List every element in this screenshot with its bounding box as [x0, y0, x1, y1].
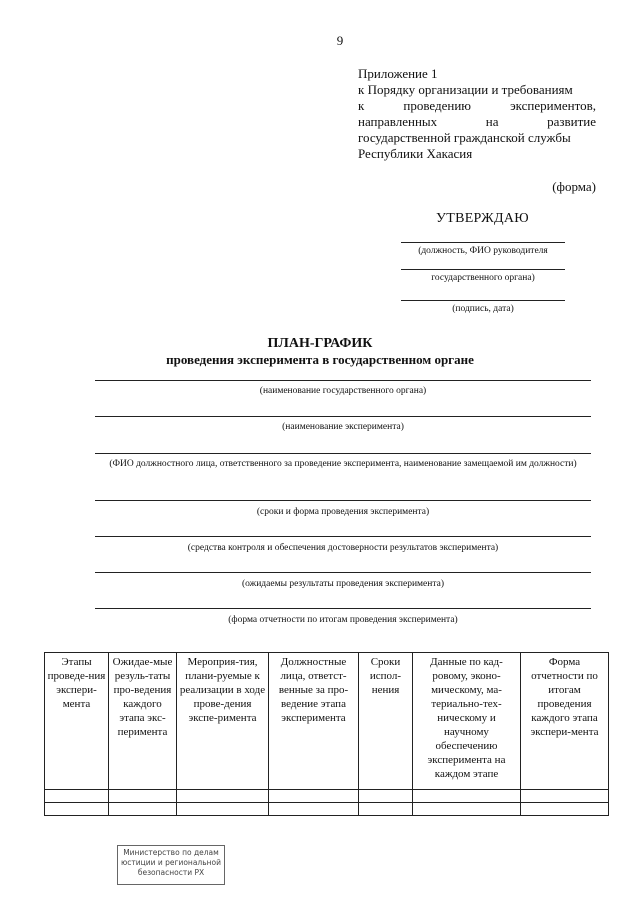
signature-line	[401, 300, 565, 301]
form-field-line[interactable]	[95, 536, 591, 537]
annex-line: к Порядку организации и требованиям	[358, 82, 573, 97]
annex-word: на	[485, 114, 499, 129]
table-row	[45, 803, 609, 816]
table-cell[interactable]	[269, 803, 359, 816]
approval-caption: государственного органа)	[431, 273, 535, 283]
form-field-caption: (сроки и форма проведения эксперимента)	[256, 507, 430, 517]
form-label: (форма)	[552, 179, 596, 194]
column-header-reporting-form: Форма отчетности по итогам проведения каждого этапа экспери-мента	[521, 653, 609, 790]
table-cell[interactable]	[413, 790, 521, 803]
table-cell[interactable]	[359, 790, 413, 803]
column-header-support-data: Данные по кад-ровому, эконо-мическому, ма-териально-тех-ническому и научному обеспечению эксперимента на каждом этапе	[413, 653, 521, 790]
table-cell[interactable]	[269, 790, 359, 803]
signature-line	[401, 269, 565, 270]
annex-word: к	[358, 98, 365, 113]
annex-word: развитие	[547, 114, 596, 129]
form-field-caption: (форма отчетности по итогам проведения эксперимента)	[228, 615, 458, 625]
annex-word: направленных	[358, 114, 438, 129]
form-field-line[interactable]	[95, 416, 591, 417]
annex-line: государственной гражданской службы	[358, 130, 571, 145]
column-header-activities: Мероприя-тия, плани-руемые к реализации в ходе прове-дения экспе-римента	[177, 653, 269, 790]
annex-line	[358, 114, 596, 130]
stamp-line: Министерство по делам	[123, 848, 219, 857]
form-field-caption: (наименование эксперимента)	[282, 422, 404, 432]
form-field-line[interactable]	[95, 380, 591, 381]
column-header-deadlines: Сроки испол-нения	[359, 653, 413, 790]
approval-caption: (должность, ФИО руководителя	[418, 246, 548, 256]
table-cell[interactable]	[359, 803, 413, 816]
annex-title: Приложение 1	[358, 66, 438, 81]
table-cell[interactable]	[521, 803, 609, 816]
table-header-row	[45, 653, 609, 790]
page-subtitle: проведения эксперимента в государственном органе	[166, 352, 474, 367]
table-cell[interactable]	[45, 803, 109, 816]
table-cell[interactable]	[521, 790, 609, 803]
form-field-caption: (ожидаемы результаты проведения эксперимента)	[241, 579, 445, 589]
plan-schedule-table	[44, 652, 609, 816]
table-cell[interactable]	[109, 803, 177, 816]
table-cell[interactable]	[45, 790, 109, 803]
annex-line: Республики Хакасия	[358, 146, 473, 161]
table-row	[45, 790, 609, 803]
form-field-line[interactable]	[95, 572, 591, 573]
page-title: ПЛАН-ГРАФИК	[267, 336, 373, 351]
annex-line	[358, 98, 596, 114]
form-field-caption: (средства контроля и обеспечения достоверности результатов эксперимента)	[187, 543, 499, 553]
annex-word: экспериментов,	[510, 98, 596, 113]
annex-word: проведению	[403, 98, 472, 113]
form-field-caption: (ФИО должностного лица, ответственного за проведение эксперимента, наименование замещаемой им должности)	[109, 459, 577, 469]
form-field-caption: (наименование государственного органа)	[259, 386, 427, 396]
signature-line	[401, 242, 565, 243]
ministry-stamp	[117, 845, 225, 885]
table-cell[interactable]	[177, 790, 269, 803]
approval-caption: (подпись, дата)	[452, 304, 514, 314]
table-cell[interactable]	[109, 790, 177, 803]
table-cell[interactable]	[177, 803, 269, 816]
page-number: 9	[336, 33, 344, 48]
column-header-officials: Должностные лица, ответст-венные за про-ведение этапа эксперимента	[269, 653, 359, 790]
form-field-line[interactable]	[95, 608, 591, 609]
annex-header	[358, 66, 596, 162]
approval-heading: УТВЕРЖДАЮ	[436, 211, 529, 226]
stamp-line: безопасности РХ	[137, 868, 205, 877]
table-cell[interactable]	[413, 803, 521, 816]
form-field-line[interactable]	[95, 500, 591, 501]
form-field-line[interactable]	[95, 453, 591, 454]
column-header-expected-results: Ожидае-мые резуль-таты про-ведения каждого этапа экс-перимента	[109, 653, 177, 790]
stamp-line: юстиции и региональной	[120, 858, 222, 867]
column-header-stages: Этапы проведе-ния экспери-мента	[45, 653, 109, 790]
